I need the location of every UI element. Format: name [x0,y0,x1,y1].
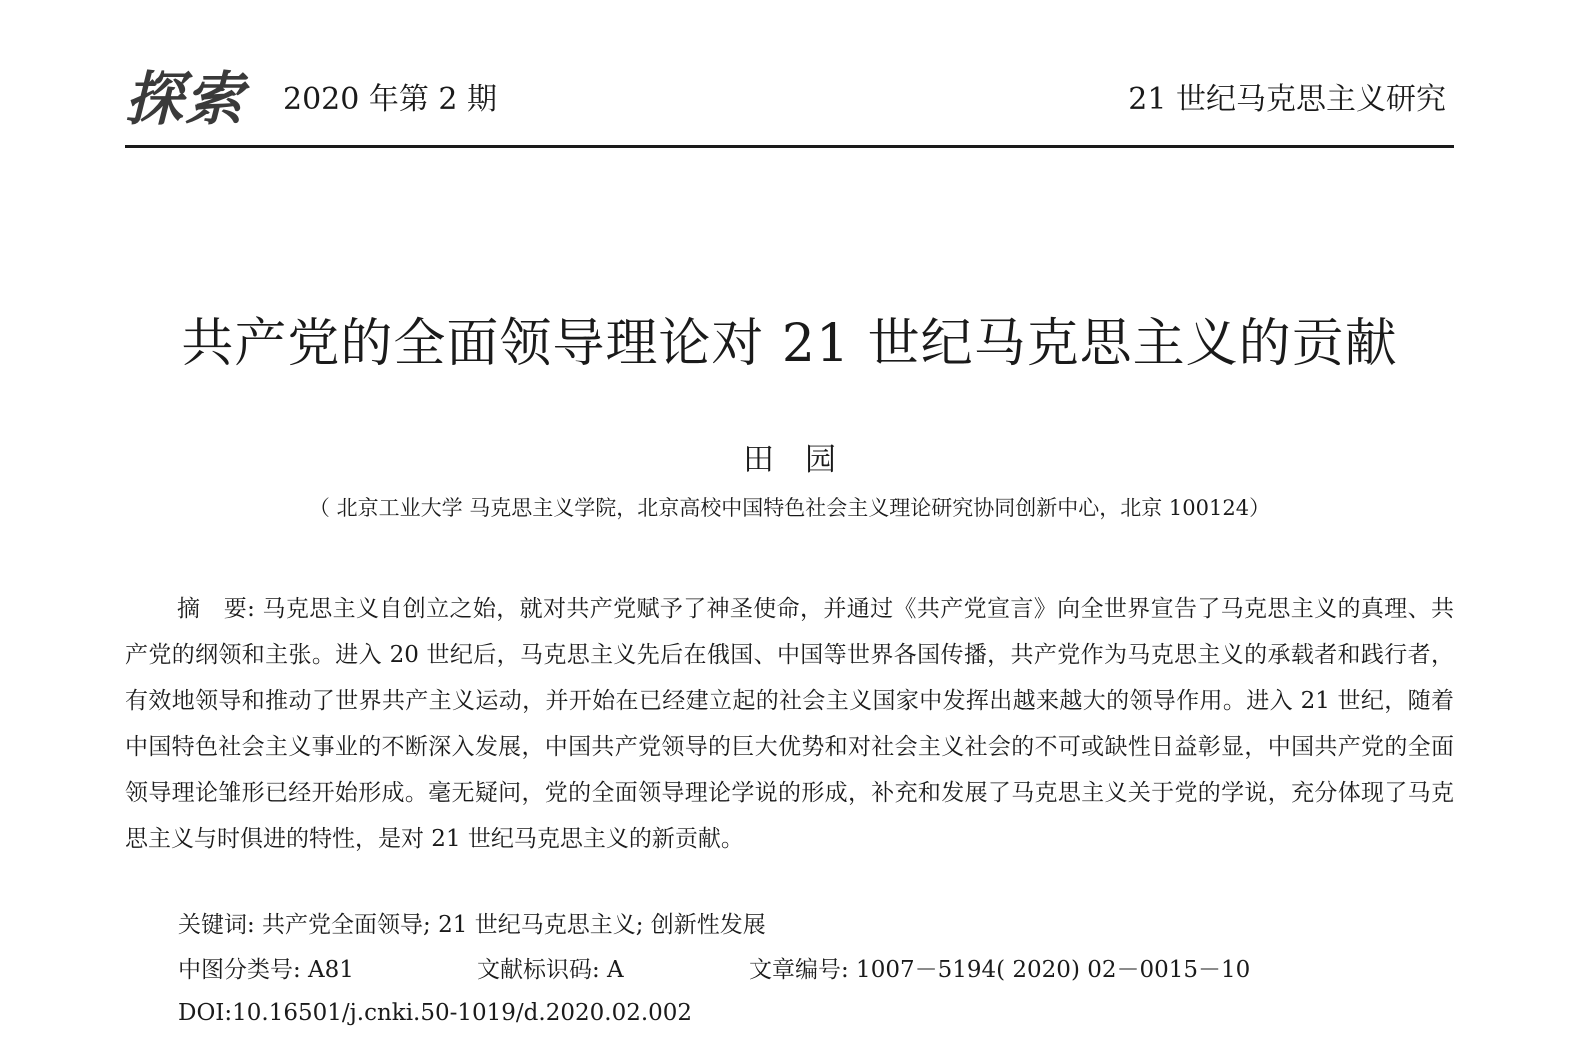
column-name: 21 世纪马克思主义研究 [1128,82,1446,117]
journal-header [125,60,1454,146]
issue-label: 2020 年第 2 期 [283,82,498,117]
clc-number: 中图分类号: A81 [178,957,354,983]
abstract-text: 马克思主义自创立之始，就对共产党赋予了神圣使命，并通过《共产党宣言》向全世界宣告了马克思主义的真理、共产党的纲领和主张。进入 20 世纪后，马克思主义先后在俄国、中国等世界各国传播，共产党作为马克思主义的承载者和践行者，有效地领导和推动了世界共产主义运动，并开始在已经建立起的社会主义国家中发挥出越来越大的领导作用。进入 21 世纪，随着中国特色社会主义事业的不断深入发展，中国共产党领导的巨大优势和对社会主义社会的不可或缺性日益彰显，中国共产党的全面领导理论雏形已经开始形成。毫无疑问，党的全面领导理论学说的形成，补充和发展了马克思主义关于党的学说，充分体现了马克思主义与时俱进的特性，是对 21 世纪马克思主义的新贡献。 [125,596,1455,852]
abstract-label: 摘 要: [177,596,263,622]
journal-logo: 探索 [125,65,246,133]
doi: DOI:10.16501/j.cnki.50-1019/d.2020.02.002 [178,1000,693,1026]
article-number: 文章编号: 1007－5194( 2020) 02－0015－10 [749,957,1251,983]
keywords: 关键词: 共产党全面领导; 21 世纪马克思主义; 创新性发展 [178,912,766,938]
abstract [125,586,1454,862]
article-title: 共产党的全面领导理论对 21 世纪马克思主义的贡献 [181,314,1398,374]
author-affiliation: （ 北京工业大学 马克思主义学院，北京高校中国特色社会主义理论研究协同创新中心，北京 100124） [308,496,1271,520]
header-divider [125,145,1454,148]
article-author: 田 园 [743,442,836,478]
document-code: 文献标识码: A [477,957,624,983]
